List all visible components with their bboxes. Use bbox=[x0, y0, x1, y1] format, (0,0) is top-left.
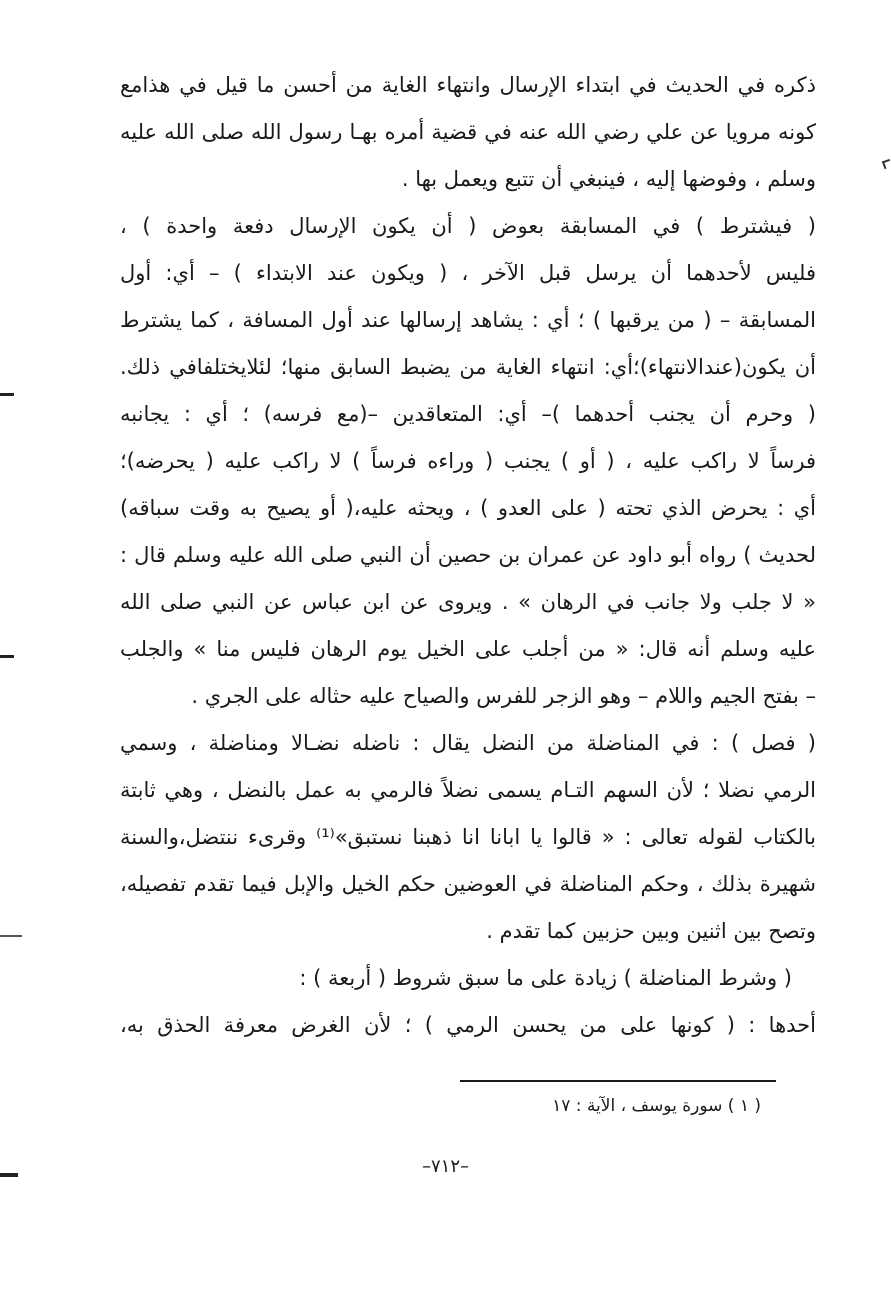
text-line: ( وحرم أن يجنب أحدهما )– أي: المتعاقدين –(مع فرسه) ؛ أي : يجانبه bbox=[120, 402, 816, 426]
text-line: لحديث ) رواه أبو داود عن عمران بن حصين أن النبي صلى الله عليه وسلم قال : bbox=[120, 543, 816, 567]
text-line: ( فصل ) : في المناضلة من النضل يقال : ناضله نضـالا ومناضلة ، وسمي bbox=[120, 731, 816, 755]
text-line: عليه وسلم أنه قال: « من أجلب على الخيل يوم الرهان فليس منا » والجلب bbox=[120, 637, 816, 661]
main-text bbox=[120, 62, 816, 1049]
scan-edge-mark bbox=[0, 393, 14, 396]
text-line: أحدها : ( كونها على من يحسن الرمي ) ؛ لأن الغرض معرفة الحذق به، bbox=[120, 1013, 816, 1037]
text-line: بالكتاب لقوله تعالى : « قالوا يا ابانا انا ذهبنا نستبق»⁽¹⁾ وقرىء ننتضل،والسنة bbox=[120, 825, 816, 849]
text-line: – بفتح الجيم واللام – وهو الزجر للفرس والصياح عليه حثاله على الجري . bbox=[191, 684, 816, 708]
text-line: فليس لأحدهما أن يرسل قبل الآخر ، ( ويكون عند الابتداء ) – أي: أول bbox=[120, 261, 816, 285]
text-line: وتصح بين اثنين وبين حزبين كما تقدم . bbox=[486, 919, 816, 943]
text-line: ( فيشترط ) في المسابقة بعوض ( أن يكون الإرسال دفعة واحدة ) ، bbox=[120, 214, 816, 238]
text-line: كونه مرويا عن علي رضي الله عنه في قضية أمره بهـا رسول الله صلى الله عليه bbox=[120, 120, 816, 144]
page-number: –٧١٢– bbox=[421, 1156, 469, 1177]
footnote-divider bbox=[460, 1080, 776, 1082]
text-line: وسلم ، وفوضها إليه ، فينبغي أن تتبع ويعمل بها . bbox=[401, 167, 816, 191]
text-line: المسابقة – ( من يرقبها ) ؛ أي : يشاهد إرسالها عند أول المسافة ، كما يشترط bbox=[120, 308, 816, 332]
text-line: « لا جلب ولا جانب في الرهان » . ويروى عن ابن عباس عن النبي صلى الله bbox=[120, 590, 816, 614]
text-line: أي : يحرض الذي تحته ( على العدو ) ، ويحثه عليه،( أو يصيح به وقت سباقه) bbox=[120, 496, 816, 520]
text-line: ذكره في الحديث في ابتداء الإرسال وانتهاء الغاية من أحسن ما قيل في هذامع bbox=[120, 73, 816, 97]
text-line: ( وشرط المناضلة ) زيادة على ما سبق شروط ( أربعة ) : bbox=[299, 966, 792, 990]
scan-edge-mark bbox=[0, 935, 22, 937]
footnote: ( ١ ) سورة يوسف ، الآية : ١٧ bbox=[552, 1096, 761, 1116]
text-line: فرساً لا راكب عليه ، ( أو ) يجنب ( وراءه فرساً ) لا راكب عليه ( يحرضه)؛ bbox=[120, 449, 816, 473]
scan-corner-mark bbox=[882, 159, 891, 169]
text-line: شهيرة بذلك ، وحكم المناضلة في العوضين حكم الخيل والإبل فيما تقدم تفصيله، bbox=[120, 872, 816, 896]
scan-edge-mark bbox=[0, 655, 14, 658]
text-line: الرمي نضلا ؛ لأن السهم التـام يسمى نضلاً فالرمي به عمل بالنضل ، وهي ثابتة bbox=[120, 778, 816, 802]
text-line: أن يكون(عندالانتهاء)؛أي: انتهاء الغاية من يضبط السابق منها؛ لئلايختلفافي ذلك. bbox=[120, 355, 816, 379]
